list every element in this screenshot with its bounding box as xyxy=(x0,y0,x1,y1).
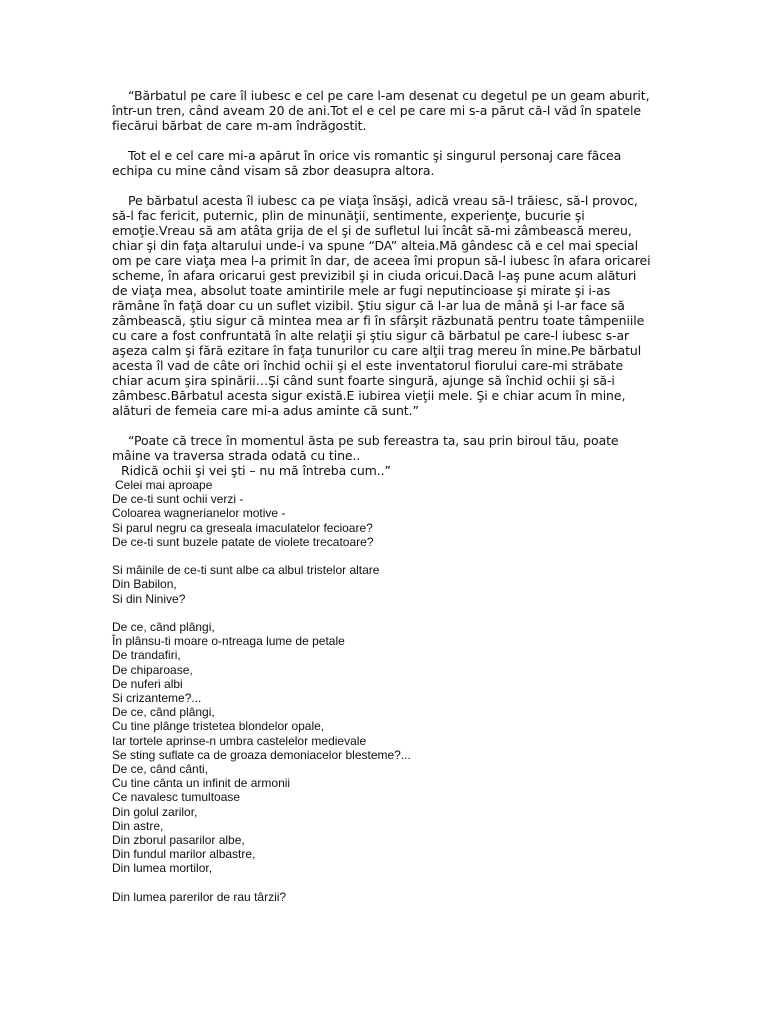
poem-line: Si mâinile de ce-ti sunt albe ca albul tristelor altare xyxy=(112,563,380,578)
paragraph: Pe bărbatul acesta îl iubesc ca pe viaţa însăşi, adică vreau să-l trăiesc, să-l provoc, să-l fac fericit, puternic, plin de minunăţii, sentimente, experienţe, bucurie şi emoţie.Vreau să am atâta grija de el şi de sufletul lui încât să-mi zâmbească mereu, chiar şi din faţa altarului unde-i va spune “DA” alteia.Mă gândesc că e cel mai special om pe care viaţa mea l-a primit în dar, de aceea îmi propun să-l iubesc în afara oricarei scheme, în afara oricarui gest previzibil şi in ciuda oricui.Dacă l-aş pune acum alături de viaţa mea, absolut toate amintirile mele ar fugi neputincioase şi mirate şi i-as rămâne în faţă doar cu un suflet vizibil. Ştiu sigur că l-ar lua de mână şi l-ar face să zâmbească, ştiu sigur că mintea mea ar fi în sfârşit răzbunată pentru toate tâmpeniile cu care a fost confruntată în alte relaţii şi ştiu sigur că bărbatul pe care-l iubesc s-ar aşeza calm şi fără ezitare în faţa tunurilor cu care alţii trag mereu în mine.Pe bărbatul acesta îl vad de câte ori închid ochii şi el este inventatorul fiorului care-mi străbate chiar acum şira spinării…Şi când sunt foarte singură, ajunge să închid ochii şi să-i zâmbesc.Bărbatul acesta sigur există.E iubirea vieţii mele. Şi e chiar acum în mine, alături de femeia care mi-a adus aminte că sunt.” xyxy=(112,193,651,418)
poem-line: Din golul zarilor, xyxy=(112,804,198,819)
paragraph: “Bărbatul pe care îl iubesc e cel pe care l-am desenat cu degetul pe un geam aburit, într-un tren, când aveam 20 de ani.Tot el e cel pe care mi s-a părut că-l văd în spatele fiecărui bărbat de care m-am îndrăgostit. xyxy=(112,88,650,133)
paragraph: Ridică ochii şi vei şti – nu mă întreba cum..” xyxy=(121,463,391,478)
poem-line: De ce, când plângi, xyxy=(112,705,215,720)
poem-line: Din fundul marilor albastre, xyxy=(112,847,256,862)
poem-line: Si parul negru ca greseala imaculatelor fecioare? xyxy=(112,520,373,535)
stanza-break xyxy=(112,876,652,890)
poem-title: Celei mai aproape xyxy=(115,478,213,492)
paragraph: “Poate că trece în momentul ăsta pe sub fereastra ta, sau prin biroul tău, poate mâine va traversa strada odată cu tine.. xyxy=(112,433,619,463)
prose-section xyxy=(112,88,652,478)
stanza-break xyxy=(112,606,652,620)
poem-line: De ce-ti sunt buzele patate de violete trecatoare? xyxy=(112,534,374,549)
poem-line: Si crizanteme?... xyxy=(112,691,202,706)
poem-line: Coloarea wagnerianelor motive - xyxy=(112,506,286,521)
poem-line: De ce, când plângi, xyxy=(112,620,215,634)
poem-line: Se sting suflate ca de groaza demoniacelor blesteme?... xyxy=(112,747,411,762)
poem xyxy=(112,478,652,904)
poem-line: De trandafiri, xyxy=(112,648,181,663)
paragraph: Tot el e cel care mi-a apărut în orice vis romantic şi singurul personaj care făcea echipa cu mine când visam să zbor deasupra altora. xyxy=(112,148,622,178)
poem-line: Din Babilon, xyxy=(112,577,177,592)
poem-line: Si din Ninive? xyxy=(112,591,186,606)
poem-line: De ce-ti sunt ochii verzi - xyxy=(112,492,244,507)
poem-line: Ce navalesc tumultoase xyxy=(112,790,241,805)
stanza-break xyxy=(112,549,652,563)
poem-line: Iar tortele aprinse-n umbra castelelor medievale xyxy=(112,733,367,748)
poem-line: Cu tine plânge tristetea blondelor opale, xyxy=(112,719,325,734)
document-page xyxy=(112,88,652,904)
poem-line: Din zborul pasarilor albe, xyxy=(112,833,245,848)
poem-line: Din lumea parerilor de rau târzii? xyxy=(112,889,287,904)
poem-line: Din astre, xyxy=(112,818,164,833)
poem-line: De chiparoase, xyxy=(112,662,193,677)
poem-line: De ce, când cânti, xyxy=(112,762,209,777)
poem-line: De nuferi albi xyxy=(112,676,183,691)
poem-line: În plânsu-ti moare o-ntreaga lume de petale xyxy=(112,634,345,649)
poem-line: Din lumea mortilor, xyxy=(112,861,213,876)
poem-line: Cu tine cânta un infinit de armonii xyxy=(112,776,291,791)
